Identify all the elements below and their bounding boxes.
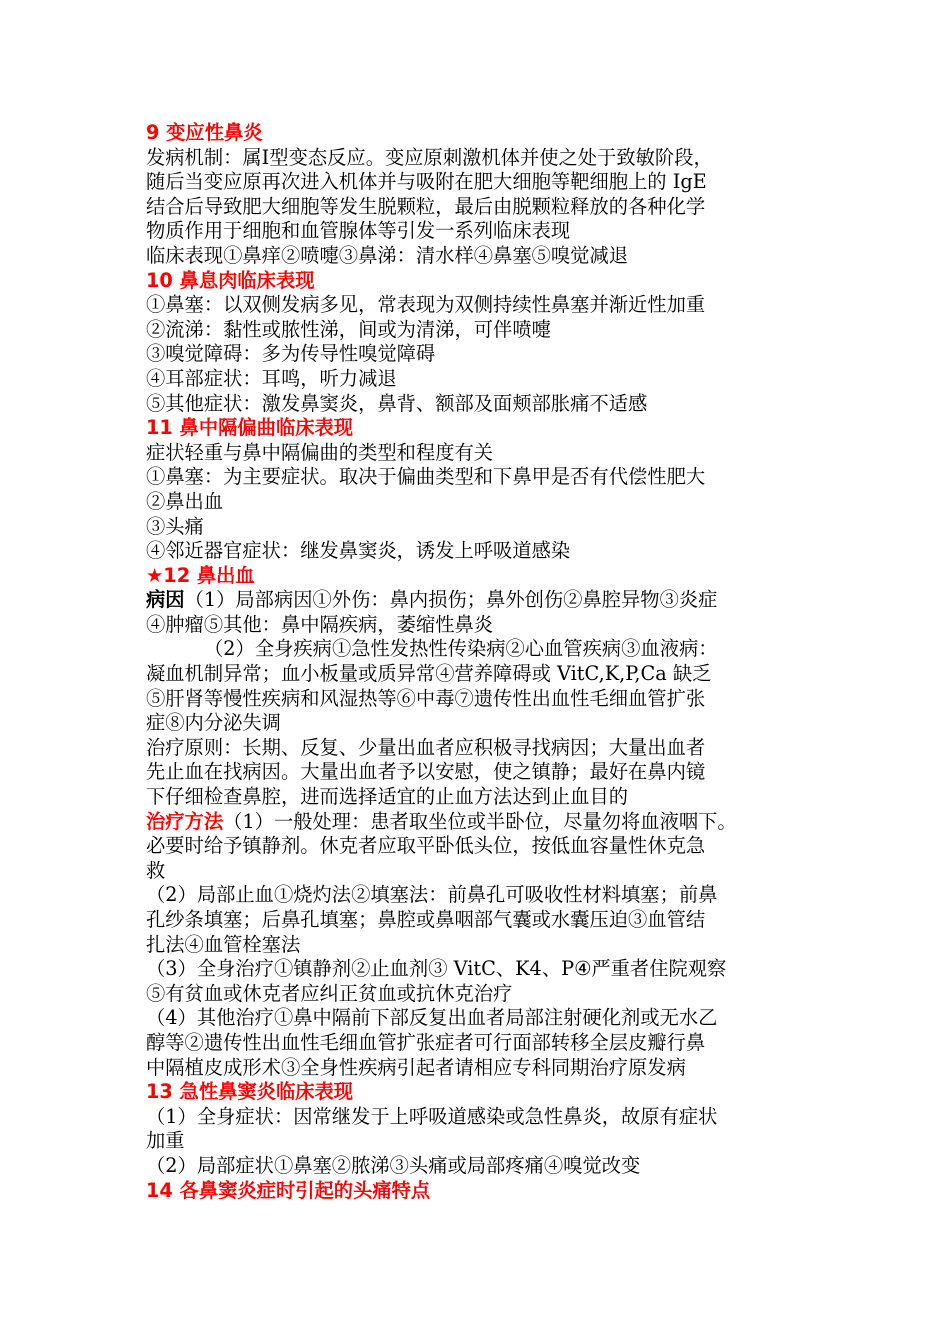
lead-label: 治疗方法	[146, 809, 224, 833]
paragraph-line: 发病机制：属Ⅰ型变态反应。变应原刺激机体并使之处于致敏阶段，	[146, 145, 713, 169]
paragraph-line: （2）全身疾病①急性发热性传染病②心血管疾病③血液病：	[204, 637, 718, 661]
paragraph-line: 加重	[146, 1129, 185, 1153]
paragraph-line: ⑤其他症状：激发鼻窦炎，鼻背、额部及面颊部胀痛不适感	[146, 391, 648, 415]
paragraph-line: 扎法④血管栓塞法	[146, 932, 301, 956]
line-text: （1）一般处理：患者取坐位或半卧位，尽量勿将血液咽下。	[223, 809, 737, 833]
paragraph-line: 凝血机制异常；血小板量或质异常④营养障碍或 VitC,K,P,Ca 缺乏	[146, 662, 712, 686]
document-page	[146, 121, 826, 1203]
section-heading: 10 鼻息肉临床表现	[146, 268, 315, 292]
paragraph-line: ②流涕：黏性或脓性涕，间或为清涕，可伴喷嚏	[146, 317, 551, 341]
paragraph-line: 下仔细检查鼻腔，进而选择适宜的止血方法达到止血目的	[146, 785, 629, 809]
paragraph-line: 结合后导致肥大细胞等发生脱颗粒，最后由脱颗粒释放的各种化学	[146, 194, 706, 218]
paragraph-line: 中隔植皮成形术③全身性疾病引起者请相应专科同期治疗原发病	[146, 1055, 686, 1079]
paragraph-line: （2）局部止血①烧灼法②填塞法：前鼻孔可吸收性材料填塞；前鼻	[146, 883, 718, 907]
paragraph-line: 孔纱条填塞；后鼻孔填塞；鼻腔或鼻咽部气囊或水囊压迫③血管结	[146, 908, 706, 931]
paragraph-line: 救	[146, 858, 166, 882]
lead-label: 病因	[146, 588, 185, 612]
paragraph-line: ①鼻塞：为主要症状。取决于偏曲类型和下鼻甲是否有代偿性肥大	[146, 465, 706, 489]
paragraph-line: （4）其他治疗①鼻中隔前下部反复出血者局部注射硬化剂或无水乙	[146, 1006, 718, 1030]
line-text: （1）局部病因①外伤：鼻内损伤；鼻外创伤②鼻腔异物③炎症	[184, 588, 718, 612]
paragraph-line: 症状轻重与鼻中隔偏曲的类型和程度有关	[146, 440, 494, 464]
paragraph-line: ③头痛	[146, 514, 204, 538]
paragraph-line	[146, 588, 826, 613]
paragraph-line: ④邻近器官症状：继发鼻窦炎，诱发上呼吸道感染	[146, 539, 571, 563]
paragraph-line: （1）全身症状：因常继发于上呼吸道感染或急性鼻炎，故原有症状	[146, 1104, 718, 1128]
paragraph-line: ②鼻出血	[146, 489, 224, 513]
paragraph-line: 醇等②遗传性出血性毛细血管扩张症者可行面部转移全层皮瓣行鼻	[146, 1030, 706, 1054]
paragraph-line: 症⑧内分泌失调	[146, 711, 281, 735]
paragraph-line: 临床表现①鼻痒②喷嚏③鼻涕：清水样④鼻塞⑤嗅觉减退	[146, 243, 629, 267]
section-heading: 9 变应性鼻炎	[146, 121, 263, 144]
section-heading: 11 鼻中隔偏曲临床表现	[146, 416, 354, 440]
paragraph-line: 先止血在找病因。大量出血者予以安慰，使之镇静；最好在鼻内镜	[146, 760, 706, 784]
paragraph-line: ①鼻塞：以双侧发病多见，常表现为双侧持续性鼻塞并渐近性加重	[146, 293, 706, 317]
paragraph-line: ⑤肝肾等慢性疾病和风湿热等⑥中毒⑦遗传性出血性毛细血管扩张	[146, 686, 706, 710]
paragraph-line: 随后当变应原再次进入机体并与吸附在肥大细胞等靶细胞上的 IgE	[146, 170, 707, 194]
paragraph-line: 物质作用于细胞和血管腺体等引发一系列临床表现	[146, 219, 571, 243]
paragraph-line: 必要时给予镇静剂。休克者应取平卧低头位，按低血容量性休克急	[146, 834, 706, 858]
section-heading: ★12 鼻出血	[146, 563, 255, 587]
paragraph-line: ④耳部症状：耳鸣，听力减退	[146, 366, 397, 390]
paragraph-line: 治疗原则：长期、反复、少量出血者应积极寻找病因；大量出血者	[146, 735, 706, 759]
paragraph-line: （2）局部症状①鼻塞②脓涕③头痛或局部疼痛④嗅觉改变	[146, 1153, 641, 1177]
section-heading: 13 急性鼻窦炎临床表现	[146, 1080, 354, 1104]
section-heading: 14 各鼻窦炎症时引起的头痛特点	[146, 1178, 431, 1202]
paragraph-line: （3）全身治疗①镇静剂②止血剂③ VitC、K4、P④严重者住院观察	[146, 957, 727, 981]
paragraph-line: ③嗅觉障碍：多为传导性嗅觉障碍	[146, 342, 436, 366]
paragraph-line: ④肿瘤⑤其他：鼻中隔疾病，萎缩性鼻炎	[146, 612, 494, 636]
paragraph-line: ⑤有贫血或休克者应纠正贫血或抗休克治疗	[146, 981, 513, 1005]
paragraph-line	[146, 810, 826, 835]
